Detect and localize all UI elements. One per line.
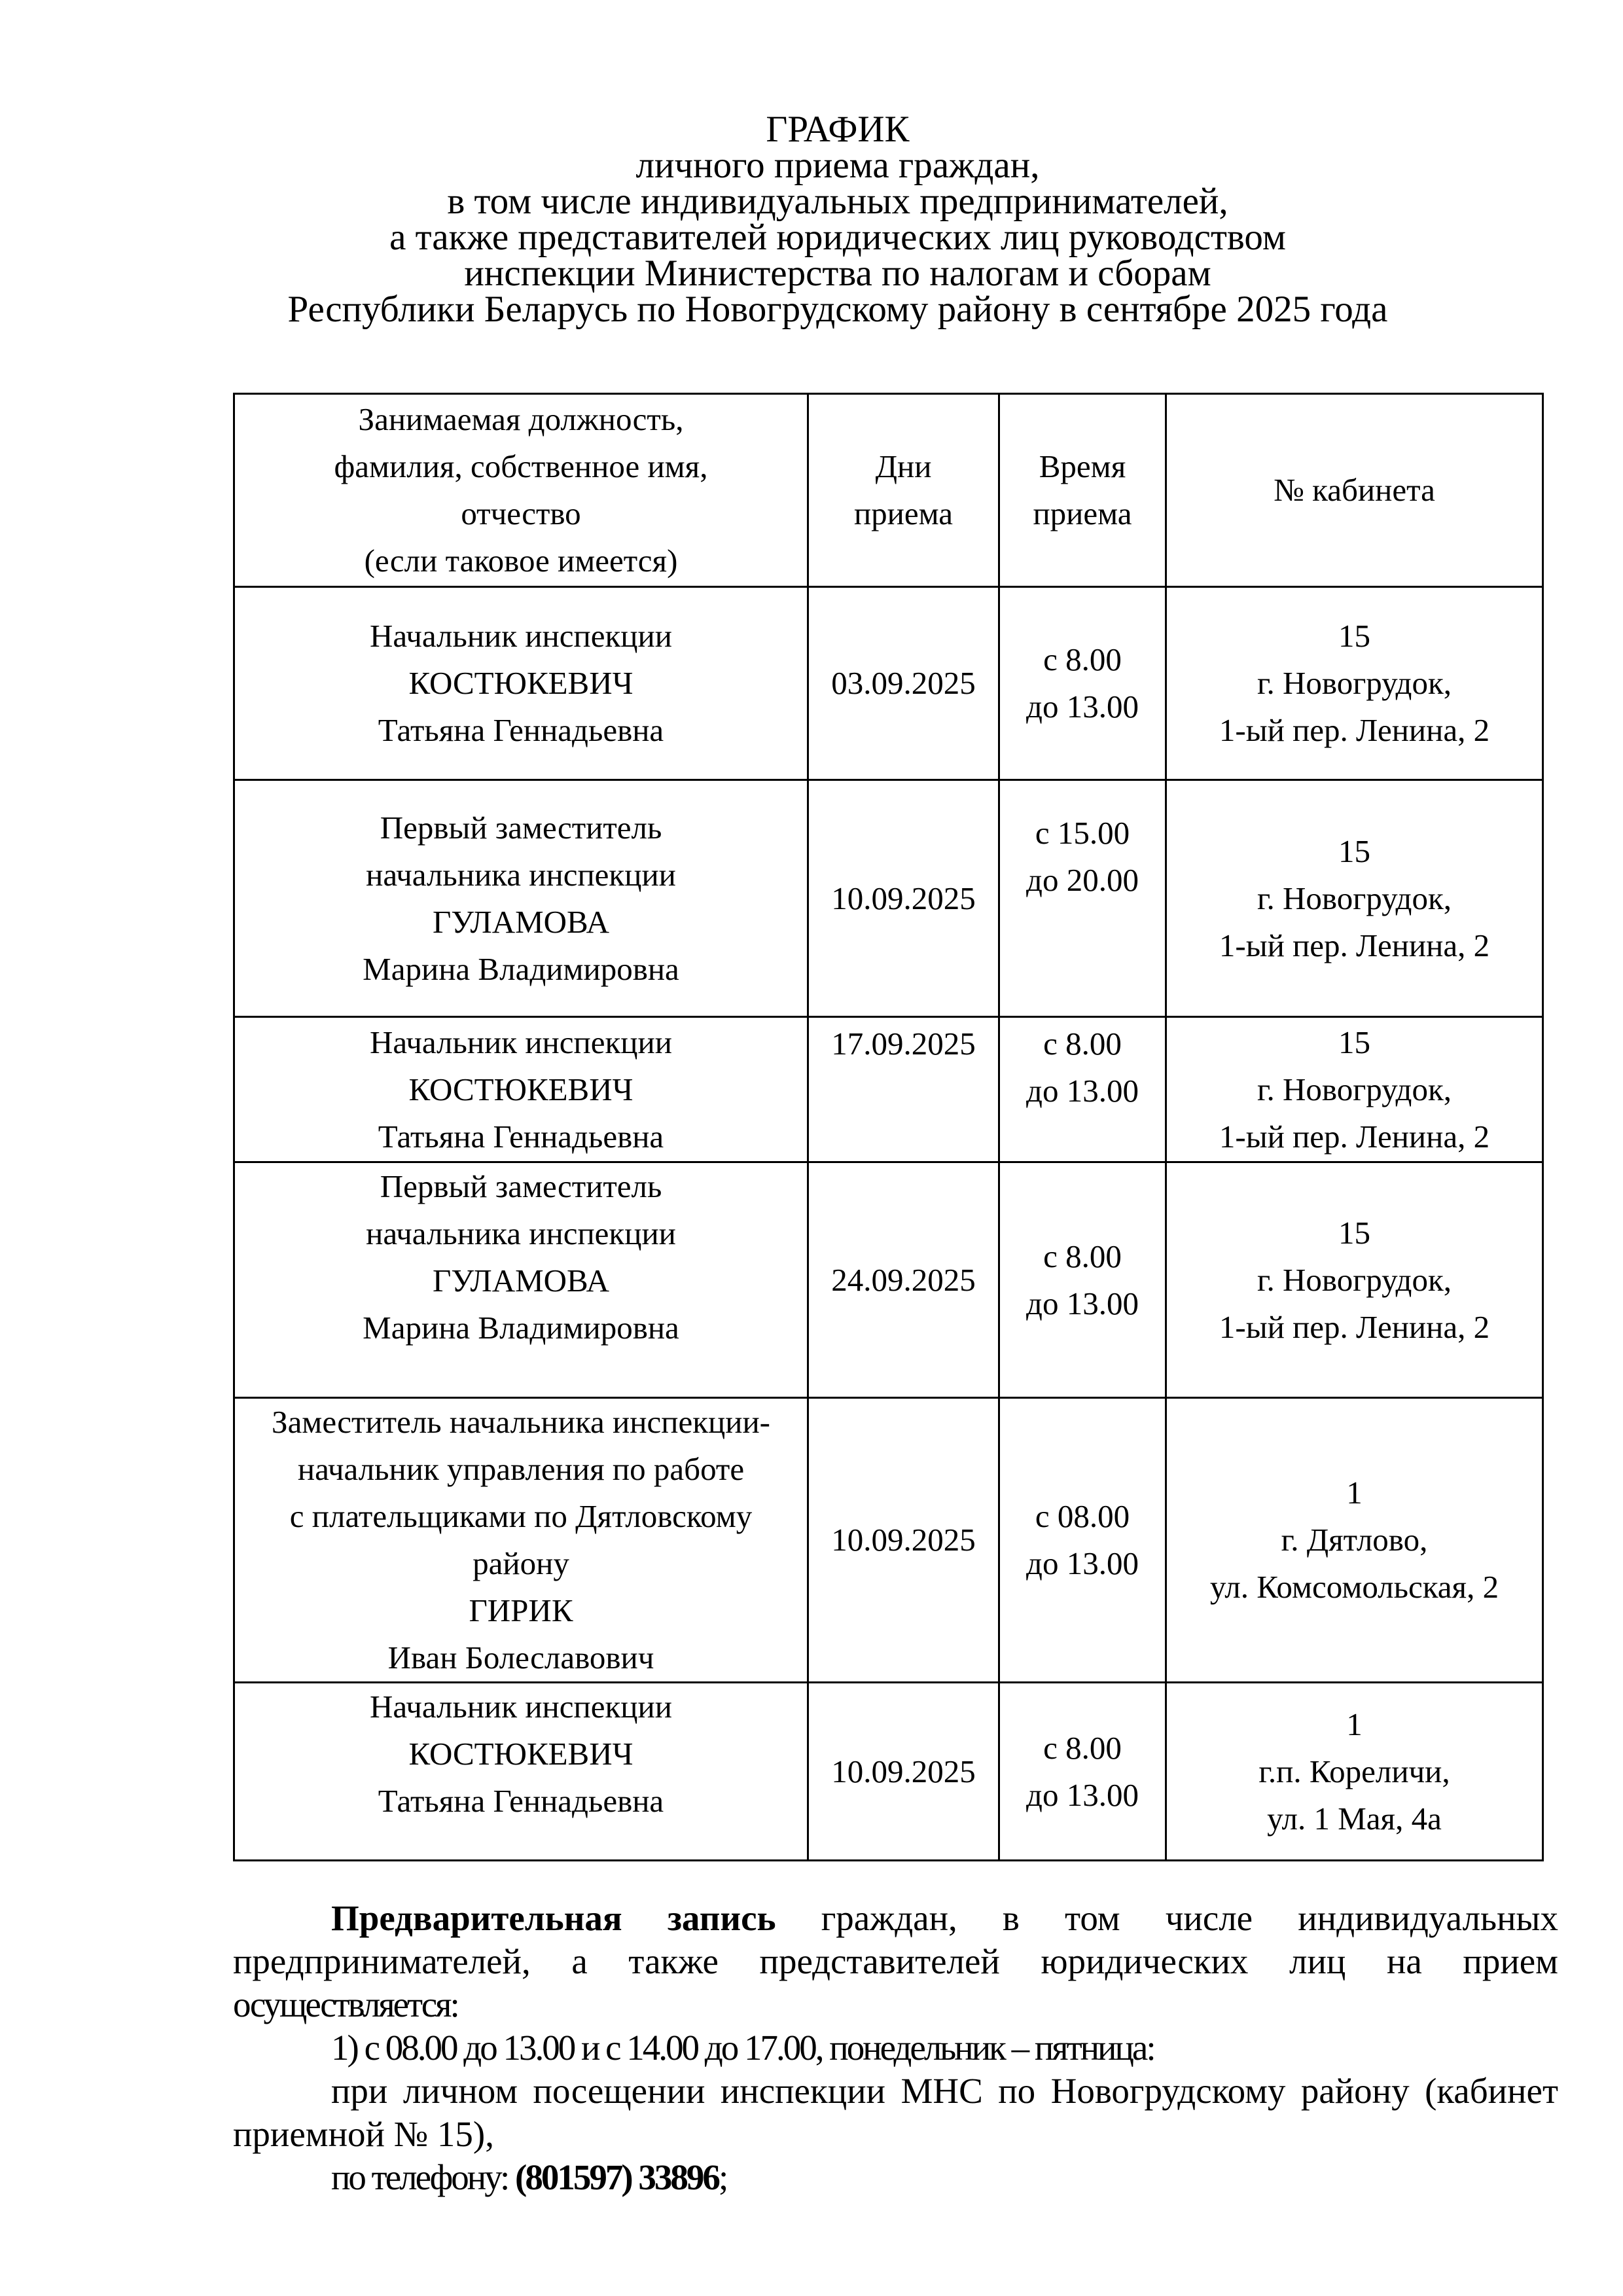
date-cell: 10.09.2025 [808,1683,999,1861]
notes-phone-line [233,2156,1558,2199]
table-row [234,1683,1543,1861]
document-title [196,109,1479,330]
header-position: Занимаемая должность, фамилия, собственное имя, отчество (если таковое имеется) [234,394,808,587]
table-row [234,1017,1543,1162]
phone-suffix: ; [718,2157,727,2197]
date-cell: 17.09.2025 [808,1017,999,1162]
reception-schedule-table [233,393,1544,1861]
notes-visit-line: при личном посещении инспекции МНС по Новогрудскому району (кабинет [331,2071,1558,2111]
title-line: Республики Беларусь по Новогрудскому району в сентябре 2025 года [287,289,1388,330]
time-cell: с 8.00 до 13.00 [999,587,1166,780]
title-line: в том числе индивидуальных предпринимателей, [447,181,1228,222]
room-cell: 15 г. Новогрудок, 1-ый пер. Ленина, 2 [1166,1017,1543,1162]
table-row [234,1398,1543,1683]
time-cell: с 8.00 до 13.00 [999,1683,1166,1861]
person-cell: Начальник инспекции КОСТЮКЕВИЧ Татьяна Геннадьевна [234,1017,808,1162]
time-cell: с 15.00 до 20.00 [999,780,1166,1017]
notes-intro-line: осуществляется: [233,1984,458,2024]
person-cell: Первый заместитель начальника инспекции ГУЛАМОВА Марина Владимировна [234,780,808,1017]
date-cell: 10.09.2025 [808,1398,999,1683]
table-header-row [234,394,1543,587]
header-days: Дни приема [808,394,999,587]
title-line: личного приема граждан, [635,145,1040,186]
time-cell: с 8.00 до 13.00 [999,1162,1166,1398]
title-line: инспекции Министерства по налогам и сборам [464,253,1211,294]
header-room: № кабинета [1166,394,1543,587]
person-cell: Начальник инспекции КОСТЮКЕВИЧ Татьяна Геннадьевна [234,587,808,780]
title-line: ГРАФИК [766,109,910,150]
person-cell: Начальник инспекции КОСТЮКЕВИЧ Татьяна Геннадьевна [234,1683,808,1861]
appointment-notes [233,1897,1558,2199]
time-cell: с 8.00 до 13.00 [999,1017,1166,1162]
phone-label: по телефону: [331,2157,516,2197]
notes-item-1: 1) с 08.00 до 13.00 и с 14.00 до 17.00, понедельник – пятница: [331,2028,1154,2068]
room-cell: 1 г.п. Кореличи, ул. 1 Мая, 4а [1166,1683,1543,1861]
room-cell: 15 г. Новогрудок, 1-ый пер. Ленина, 2 [1166,587,1543,780]
person-cell: Первый заместитель начальника инспекции ГУЛАМОВА Марина Владимировна [234,1162,808,1398]
date-cell: 03.09.2025 [808,587,999,780]
person-cell: Заместитель начальника инспекции- начальник управления по работе с плательщиками по Дятловскому району ГИРИК Иван Болеславович [234,1398,808,1683]
header-time: Время приема [999,394,1166,587]
phone-number: (801597) 33896 [515,2157,719,2197]
room-cell: 15 г. Новогрудок, 1-ый пер. Ленина, 2 [1166,780,1543,1017]
notes-visit-line: приемной № 15), [233,2114,494,2154]
room-cell: 1 г. Дятлово, ул. Комсомольская, 2 [1166,1398,1543,1683]
date-cell: 24.09.2025 [808,1162,999,1398]
date-cell: 10.09.2025 [808,780,999,1017]
notes-intro-line: предпринимателей, а также представителей юридических лиц на прием [233,1941,1558,1981]
table-row [234,780,1543,1017]
title-line: а также представителей юридических лиц руководством [389,217,1286,258]
notes-intro-bold: Предварительная запись [331,1898,776,1938]
notes-intro-line [233,1897,1558,1940]
time-cell: с 08.00 до 13.00 [999,1398,1166,1683]
room-cell: 15 г. Новогрудок, 1-ый пер. Ленина, 2 [1166,1162,1543,1398]
table-row [234,587,1543,780]
notes-intro-rest: граждан, в том числе индивидуальных [776,1898,1558,1938]
table-row [234,1162,1543,1398]
